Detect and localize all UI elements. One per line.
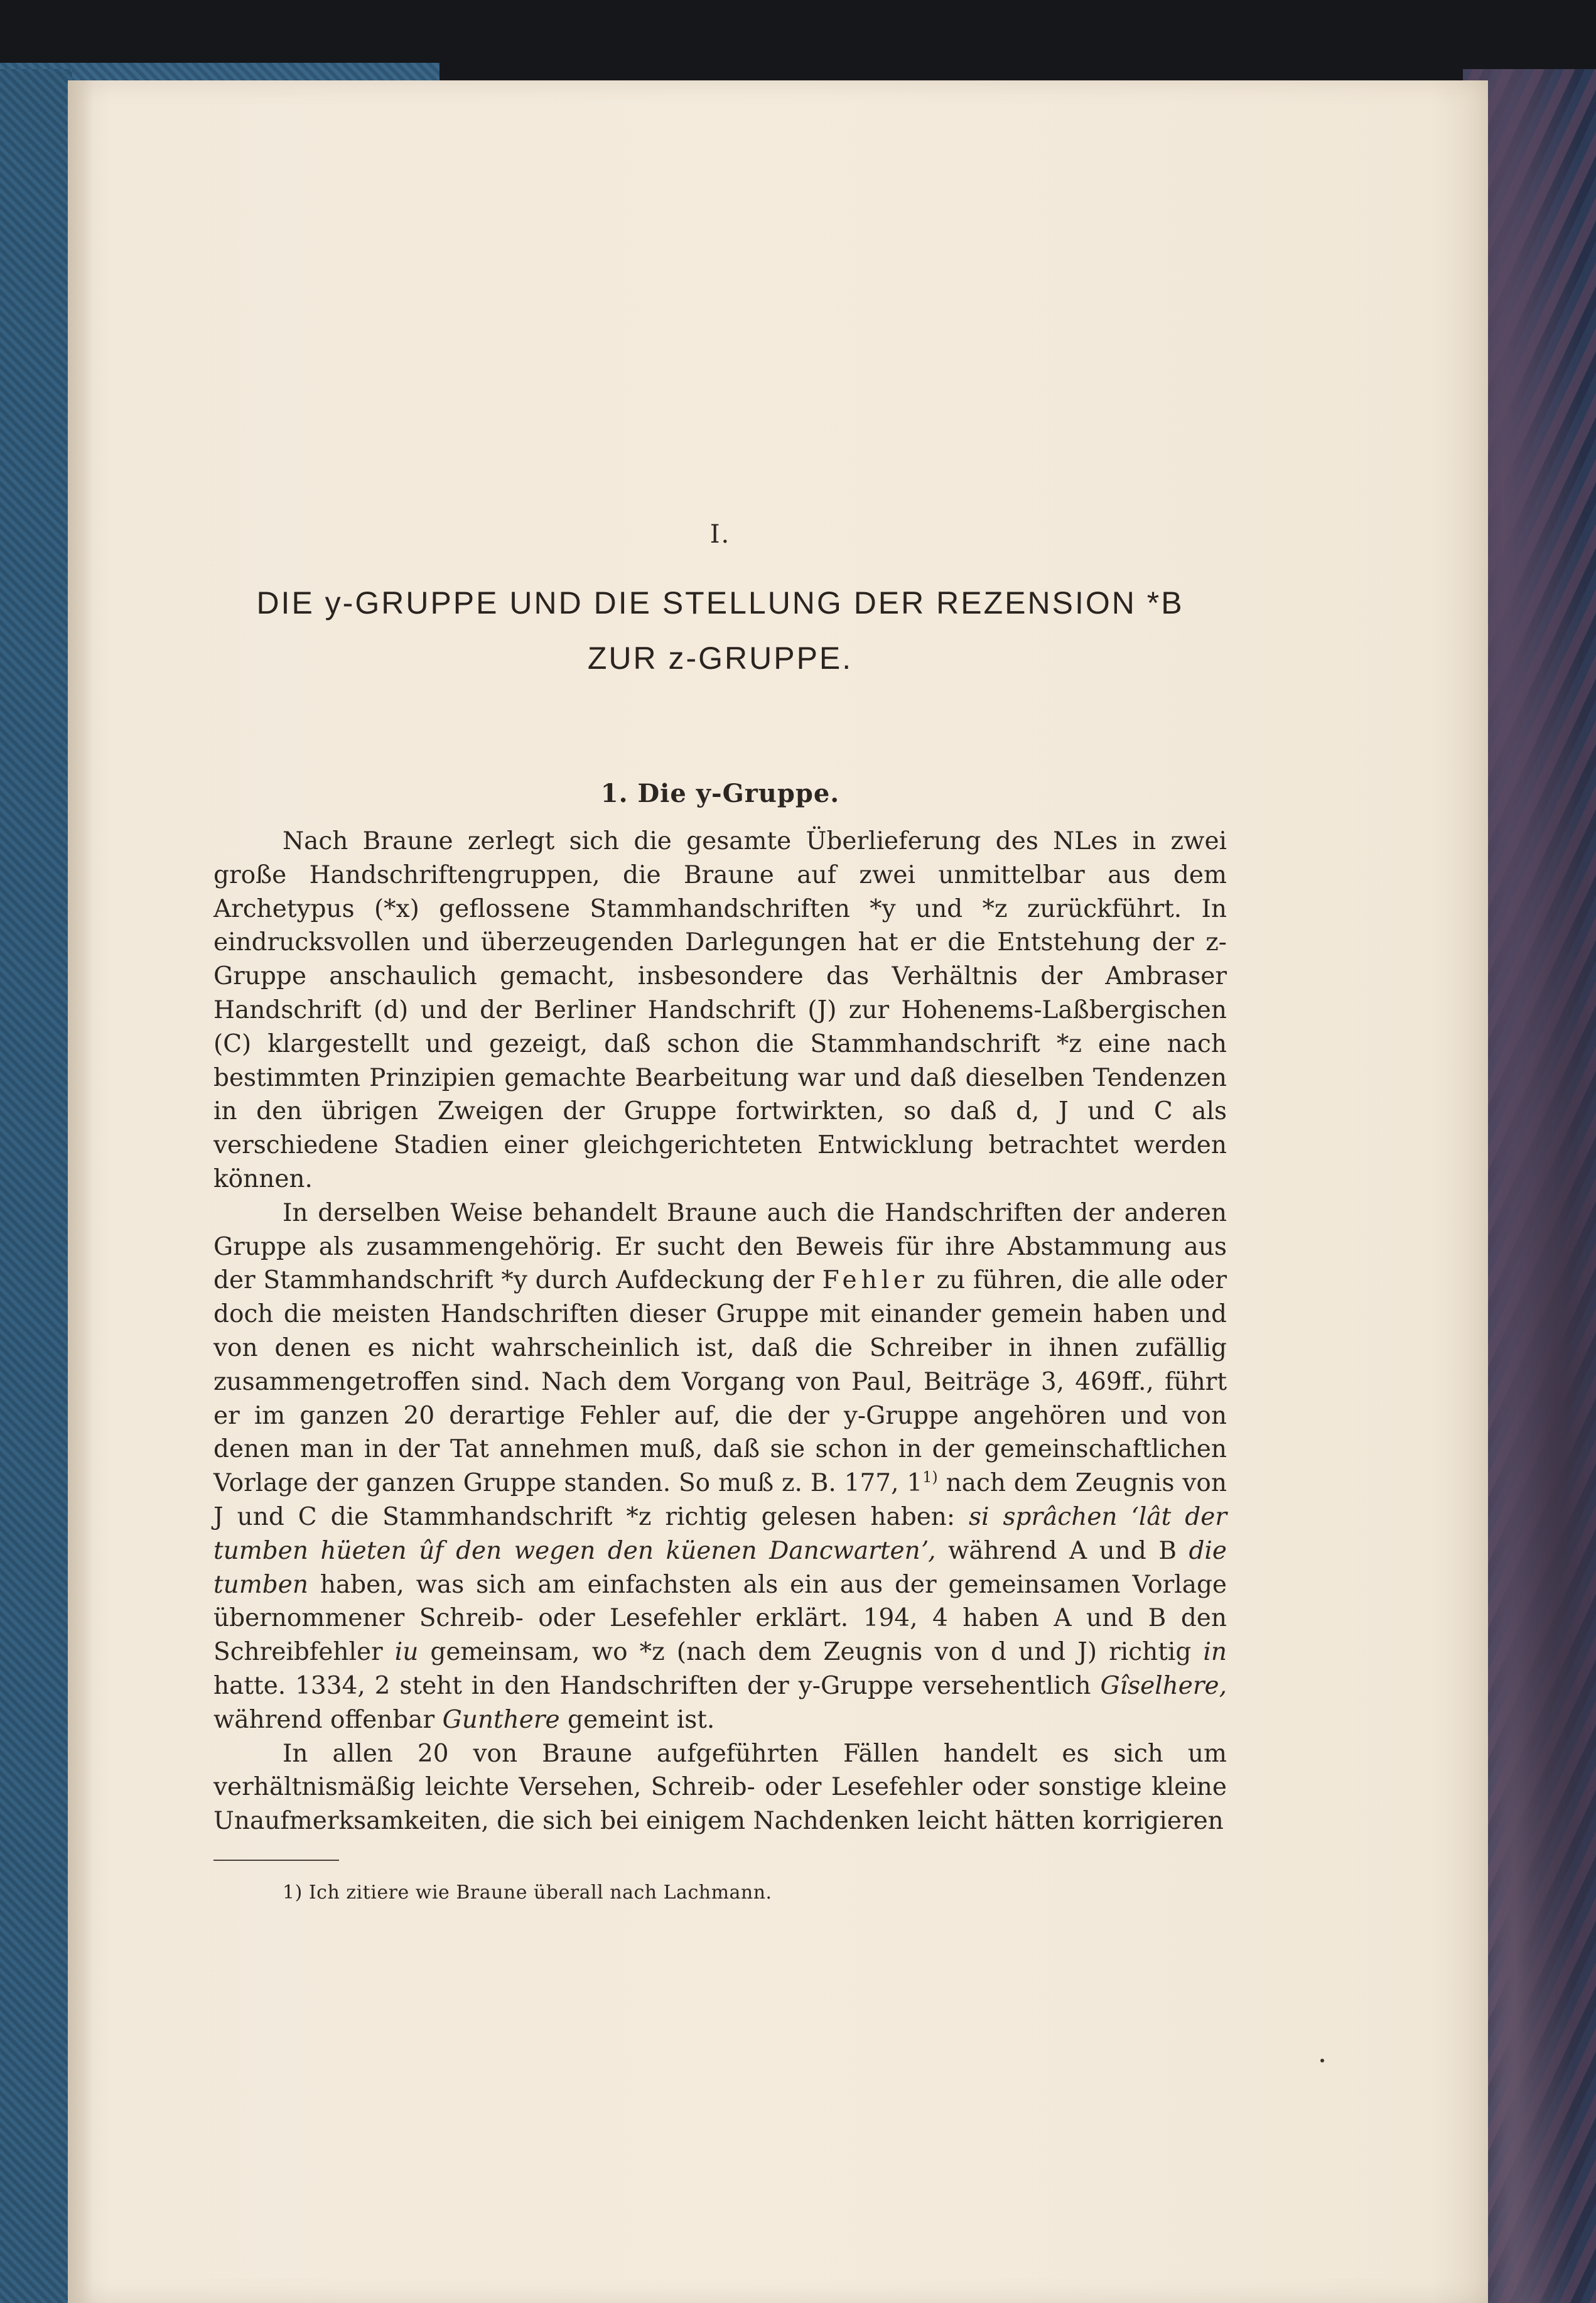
paragraph-2-text-e: haben, was sich am einfachsten als ein aus der gemeinsamen Vorlage übernommener Schreib- oder Lesefehler erklärt. 194, 4 haben A und B den Schreibfehler [213,1570,1227,1667]
emphasis-spaced: Fehler [822,1266,929,1295]
paragraph-2 [213,1196,1227,1737]
footnote: 1) Ich zitiere wie Braune überall nach Lachmann. [283,1882,772,1904]
italic-term-3: in [1203,1638,1227,1667]
paragraph-1: Nach Braune zerlegt sich die gesamte Überlieferung des NLes in zwei große Handschriftengruppen, die Braune auf zwei unmittelbar aus dem Archetypus (*x) geflossene Stammhandschriften *y und *z zurückführt. In eindrucksvollen und überzeugenden Darlegungen hat er die Entstehung der z-Gruppe anschaulich gemacht, insbesondere das Verhältnis der Ambraser Handschrift (d) und der Berliner Handschrift (J) zur Hohenems-Laßbergischen (C) klargestellt und gezeigt, daß schon die Stammhandschrift *z eine nach bestimmten Prinzipien gemachte Bearbeitung war und daß dieselben Tendenzen in den übrigen Zweigen der Gruppe fortwirkten, so daß d, J und C als verschiedene Stadien einer gleichgerichteten Entwicklung betrachtet werden können. [213,827,1227,1193]
page-gutter [68,80,93,2303]
paragraph-2-text-a: In derselben Weise behandelt Braune auch die Handschriften der anderen Gruppe als zusammengehörig. Er sucht den Beweis für ihre Abstammung aus der Stammhandschrift *y durch Aufdeckung der [213,1198,1227,1295]
page [68,80,1488,2303]
paragraph-2-text-h: während offenbar [213,1705,435,1734]
paragraph-3: In allen 20 von Braune aufgeführten Fällen handelt es sich um verhältnismäßig leichte Versehen, Schreib- oder Lesefehler oder sonstige kleine Unaufmerksamkeiten, die sich bei einigem Nachdenken leicht hätten korrigieren [213,1739,1227,1836]
footnote-reference: 1) [922,1468,938,1487]
book-binding-left [0,69,72,2303]
chapter-heading-line-1: DIE y-GRUPPE UND DIE STELLUNG DER REZENSION *B [256,585,1184,620]
paragraph-2-text-f: gemeinsam, wo *z (nach dem Zeugnis von d und J) richtig [430,1638,1192,1667]
italic-term-5: Gunthere [442,1705,560,1734]
italic-term-1: die tumben [213,1536,1227,1599]
chapter-number: I. [709,520,731,549]
verse-quote: si sprâchen ʻlât der tumben hüeten ûf den wegen den küenen Dancwartenʼ, [213,1502,1227,1565]
paragraph-2-text-d: während A und B [947,1536,1177,1565]
paragraph-2-text-b: zu führen, die alle oder doch die meisten Handschriften dieser Gruppe mit einander gemein haben und von denen es nicht wahrscheinlich ist, daß die Schreiber in ihnen zufällig zusammengetroffen sind. Nach dem Vorgang von Paul, Beiträge 3, 469ff., führt er im ganzen 20 derartige Fehler auf, die der y-Gruppe angehören und von denen man in der Tat annehmen muß, daß sie schon in der gemeinschaftlichen Vorlage der ganzen Gruppe standen. So muß z. B. 177, 1 [213,1266,1227,1498]
paragraph-2-text-g: hatte. 1334, 2 steht in den Handschriften der y-Gruppe versehentlich [213,1671,1091,1700]
chapter-heading-line-2: ZUR z-GRUPPE. [587,641,853,676]
italic-term-2: iu [394,1638,419,1667]
paper-speck [1320,2059,1324,2062]
italic-term-4: Gîselhere, [1100,1671,1227,1700]
section-title: 1. Die y-Gruppe. [600,779,840,808]
paragraph-2-text-c: nach dem Zeugnis von J und C die Stammhandschrift *z richtig gelesen haben: [213,1469,1227,1531]
body-text [213,825,1227,1838]
paragraph-2-text-i: gemeint ist. [568,1705,715,1734]
chapter-heading [176,575,1264,686]
footnote-rule [213,1860,339,1861]
